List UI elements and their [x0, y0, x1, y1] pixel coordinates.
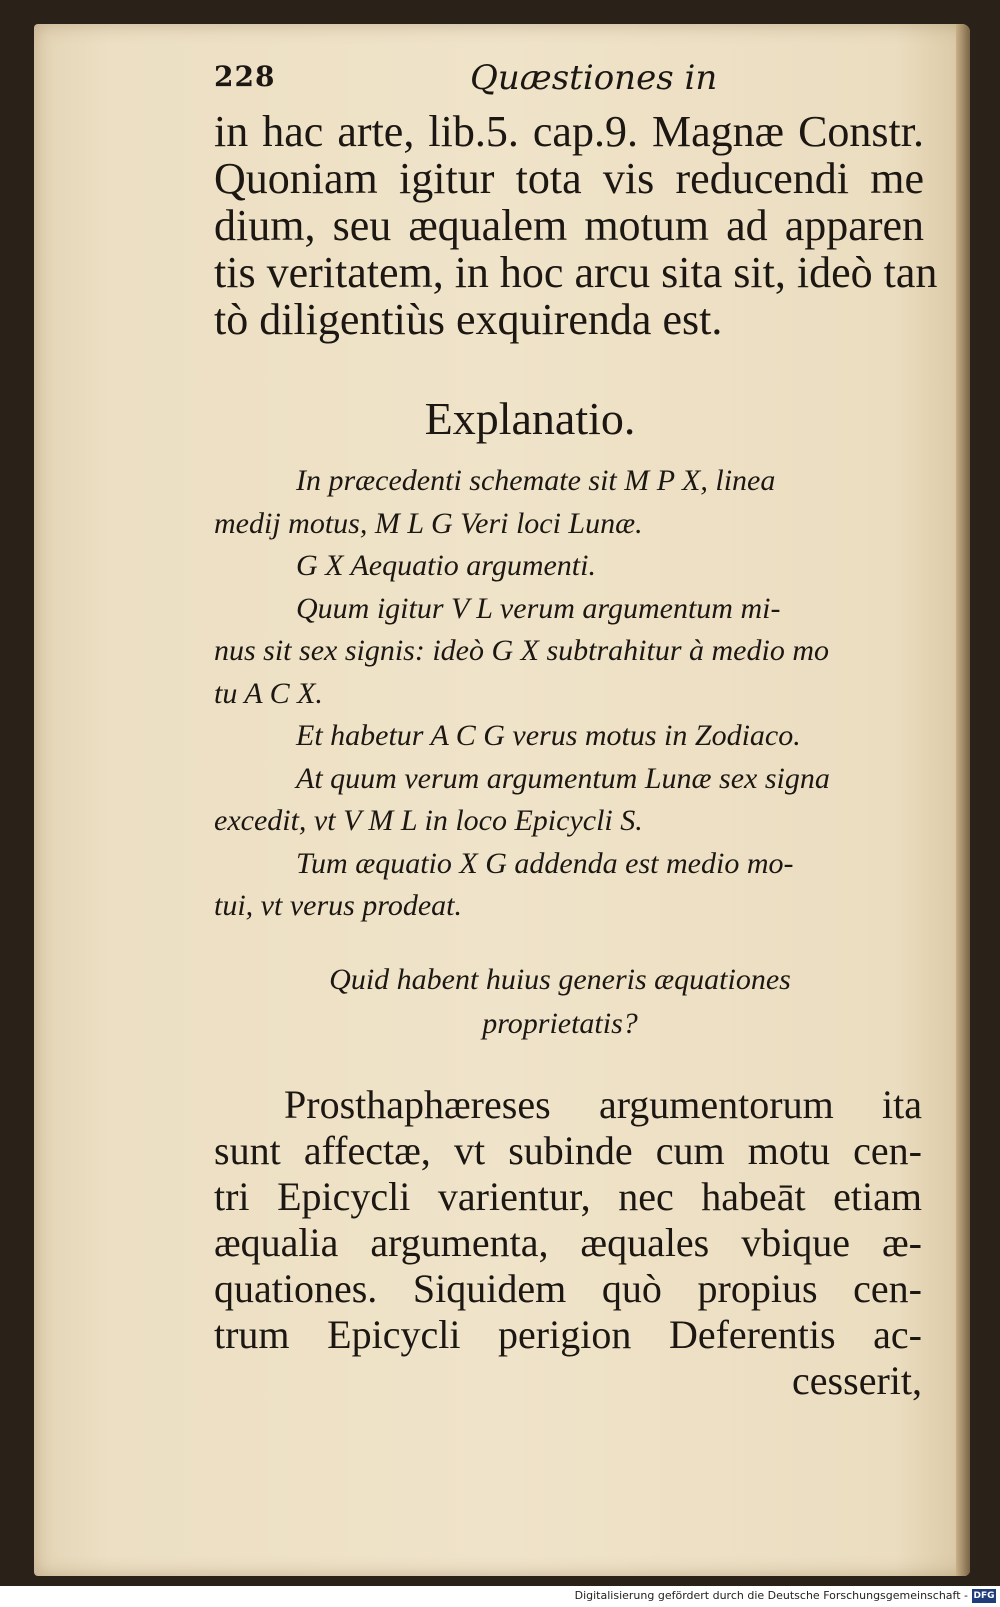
page-number: 228	[214, 60, 276, 93]
text-line: quationes. Siquidem quò propius cen-	[214, 1266, 922, 1311]
text-line: sunt affectæ, vt subinde cum motu cen-	[214, 1128, 922, 1173]
explanation-block	[214, 460, 919, 928]
explanation-line: nus sit sex signis: ideò G X subtrahitur à medio mo	[214, 634, 829, 667]
question-heading	[240, 958, 880, 1046]
running-head: Quæstiones in	[470, 58, 718, 98]
section-heading: Explanatio.	[424, 393, 636, 444]
page-header	[0, 60, 1000, 100]
text-line: in hac arte, lib.5. cap.9. Magnæ Constr.	[214, 107, 924, 156]
body-paragraph-2	[214, 1082, 922, 1404]
explanation-line: In præcedenti schemate sit M P X, linea	[296, 464, 776, 497]
explanation-line: Et habetur A C G verus motus in Zodiaco.	[296, 719, 801, 752]
text-line: cesserit,	[792, 1358, 922, 1403]
body-paragraph-1	[214, 107, 938, 344]
explanation-line: Tum æquatio X G addenda est medio mo-	[296, 846, 794, 880]
dfg-logo-icon: DFG	[973, 1591, 995, 1601]
explanation-line: tui, vt verus prodeat.	[214, 889, 463, 922]
text-line: æqualia argumenta, æquales vbique æ-	[214, 1220, 922, 1265]
digitization-footer	[0, 1586, 1000, 1607]
funding-credit: Digitalisierung gefördert durch die Deutsche Forschungsgemeinschaft -	[574, 1589, 968, 1602]
text-line: Prosthaphæreses argumentorum ita	[284, 1082, 922, 1127]
explanation-line: excedit, vt V M L in loco Epicycli S.	[214, 804, 643, 837]
explanation-line: tu A C X.	[214, 676, 323, 710]
page-edge	[956, 24, 970, 1576]
question-line: Quid habent huius generis æquationes	[329, 963, 791, 996]
text-line: dium, seu æqualem motum ad apparen	[214, 201, 924, 250]
text-line: tò diligentiùs exquirenda est.	[214, 295, 723, 344]
text-line: tri Epicycli varientur, nec habeāt etiam	[214, 1174, 922, 1219]
explanation-line: G X Aequatio argumenti.	[296, 549, 596, 582]
explanation-line: Quum igitur V L verum argumentum mi-	[296, 591, 781, 625]
text-line: Quoniam igitur tota vis reducendi me	[214, 154, 924, 203]
text-line: trum Epicycli perigion Deferentis ac-	[214, 1312, 922, 1357]
explanation-line: At quum verum argumentum Lunæ sex signa	[296, 761, 830, 795]
explanation-line: medij motus, M L G Veri loci Lunæ.	[214, 506, 643, 540]
question-line: proprietatis?	[482, 1007, 638, 1040]
text-line: tis veritatem, in hoc arcu sita sit, ideò tan	[214, 248, 938, 297]
